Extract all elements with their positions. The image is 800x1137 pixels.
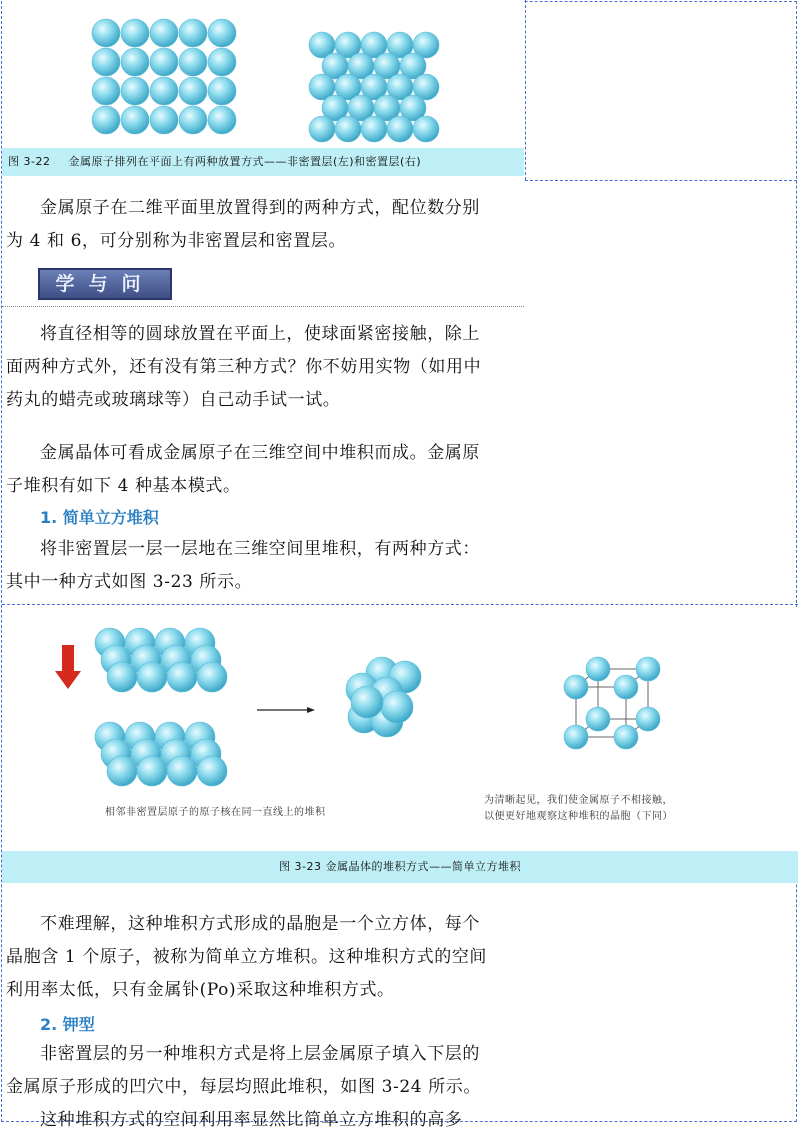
atom-sphere (92, 19, 120, 47)
paragraph (6, 192, 528, 258)
figure-note: 以便更好地观察这种堆积的晶胞（下同） (484, 811, 673, 822)
atom-sphere (179, 77, 207, 105)
section-heading: 2. 钾型 (40, 1015, 95, 1034)
atom-sphere (167, 662, 197, 692)
atom-sphere (208, 48, 236, 76)
atom-sphere (167, 756, 197, 786)
atom-sphere (614, 675, 638, 699)
atom-sphere (121, 106, 149, 134)
figure-3-23 (2, 607, 798, 877)
atom-sphere (107, 662, 137, 692)
column-border (525, 0, 526, 180)
text-line: 金属原子在二维平面里放置得到的两种方式，配位数分别 (40, 198, 480, 218)
down-arrow-icon (55, 645, 81, 689)
atom-sphere (381, 691, 413, 723)
atom-sphere (208, 19, 236, 47)
divider (2, 604, 798, 605)
atom-sphere (387, 116, 413, 142)
text-line: 非密置层的另一种堆积方式是将上层金属原子填入下层的 (40, 1044, 480, 1064)
text-line: 不难理解，这种堆积方式形成的晶胞是一个立方体，每个 (40, 914, 480, 934)
atom-sphere (179, 48, 207, 76)
atom-sphere (150, 106, 178, 134)
atom-sphere (361, 116, 387, 142)
paragraph (6, 318, 528, 417)
atom-sphere (564, 725, 588, 749)
text-line: 为 4 和 6，可分别称为非密置层和密置层。 (6, 231, 347, 251)
right-arrow-icon (257, 707, 315, 713)
figure-note: 为清晰起见，我们使金属原子不相接触， (484, 795, 673, 806)
atom-sphere (586, 657, 610, 681)
learn-and-ask-banner: 学与问 (38, 268, 172, 300)
atom-sphere (121, 77, 149, 105)
atom-sphere (636, 707, 660, 731)
text-line: 晶胞含 1 个原子，被称为简单立方堆积。这种堆积方式的空间 (6, 947, 488, 967)
atom-sphere (121, 48, 149, 76)
divider (525, 180, 797, 181)
atom-sphere (309, 116, 335, 142)
section-heading: 1. 简单立方堆积 (40, 508, 159, 527)
paragraph (6, 533, 528, 599)
atom-sphere (351, 686, 383, 718)
atom-sphere (137, 756, 167, 786)
atom-sphere (413, 116, 439, 142)
text-line: 其中一种方式如图 3-23 所示。 (6, 572, 253, 592)
atom-sphere (107, 756, 137, 786)
atom-sphere (197, 662, 227, 692)
text-line: 子堆积有如下 4 种基本模式。 (6, 476, 241, 496)
caption-text: 金属原子排列在平面上有两种放置方式——非密置层(左)和密置层(右) (68, 155, 422, 168)
text-line: 利用率太低，只有金属钋(Po)采取这种堆积方式。 (6, 980, 395, 1000)
paragraph (6, 908, 528, 1007)
text-line: 金属晶体可看成金属原子在三维空间中堆积而成。金属原 (40, 443, 480, 463)
text-line: 面两种方式外，还有没有第三种方式？你不妨用实物（如用中 (6, 357, 482, 377)
text-line: 这种堆积方式的空间利用率显然比简单立方堆积的高多 (40, 1110, 463, 1130)
atom-sphere (137, 662, 167, 692)
atom-sphere (208, 106, 236, 134)
atom-sphere (150, 48, 178, 76)
atom-sphere (197, 756, 227, 786)
atom-sphere (208, 77, 236, 105)
atom-sphere (121, 19, 149, 47)
paragraph (6, 1038, 528, 1137)
atom-sphere (179, 19, 207, 47)
figure-caption (2, 148, 524, 176)
paragraph (6, 437, 528, 503)
atom-sphere (586, 707, 610, 731)
atom-sphere (150, 19, 178, 47)
atom-sphere (179, 106, 207, 134)
atom-sphere (335, 116, 361, 142)
atom-sphere (614, 725, 638, 749)
figure-3-22 (2, 0, 524, 177)
figure-caption: 图 3-23 金属晶体的堆积方式——简单立方堆积 (2, 851, 798, 883)
atom-sphere (564, 675, 588, 699)
atom-sphere (636, 657, 660, 681)
figure-note: 相邻非密置层原子的原子核在同一直线上的堆积 (105, 807, 326, 818)
atom-sphere (92, 106, 120, 134)
text-line: 药丸的蜡壳或玻璃球等）自己动手试一试。 (6, 390, 341, 410)
atom-sphere (92, 48, 120, 76)
section-divider (2, 306, 524, 307)
text-line: 将直径相等的圆球放置在平面上，使球面紧密接触，除上 (40, 324, 480, 344)
atom-sphere (92, 77, 120, 105)
atom-sphere (150, 77, 178, 105)
sphere-layers-illustration (2, 0, 524, 148)
caption-number: 图 3-22 (8, 155, 51, 168)
text-line: 将非密置层一层一层地在三维空间里堆积，有两种方式： (40, 539, 480, 559)
text-line: 金属原子形成的凹穴中，每层均照此堆积，如图 3-24 所示。 (6, 1077, 481, 1097)
